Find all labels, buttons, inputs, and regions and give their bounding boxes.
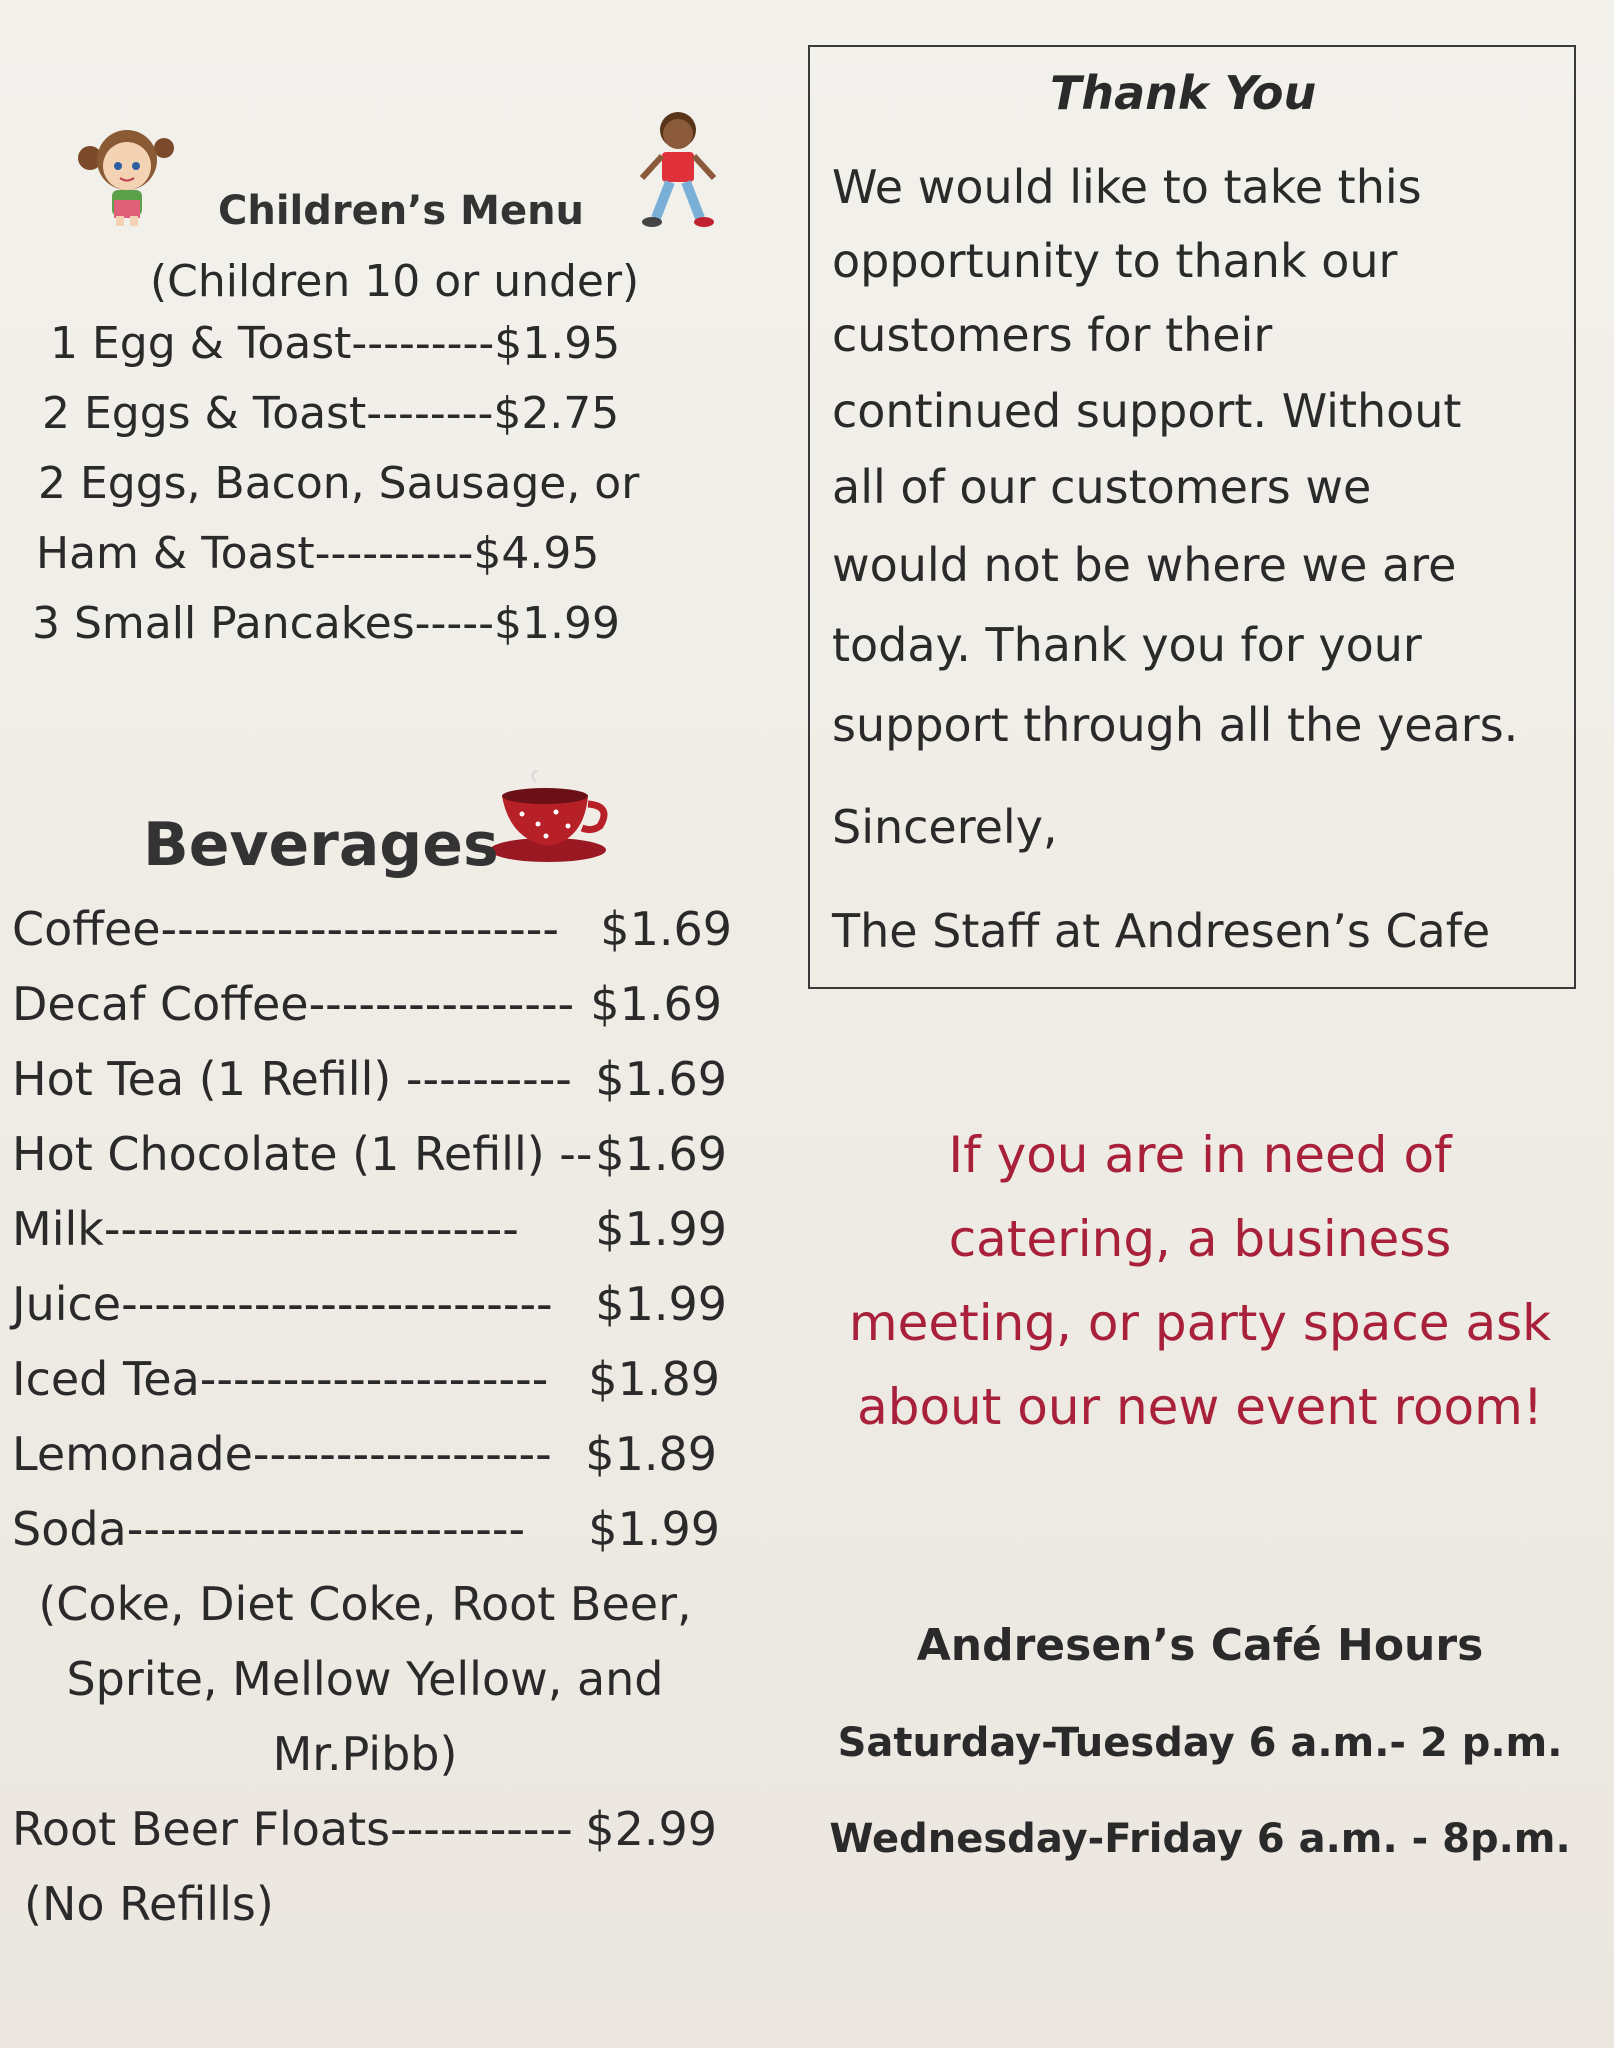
soda-note-line: (Coke, Diet Coke, Root Beer, (38, 1577, 692, 1631)
hours-line: Wednesday-Friday 6 a.m. - 8p.m. (829, 1816, 1571, 1862)
kids-menu-item: 3 Small Pancakes-----$1.99 (32, 598, 620, 649)
event-room-line: meeting, or party space ask (848, 1294, 1552, 1352)
event-room-line: If you are in need of (948, 1126, 1452, 1184)
beverage-name: Milk------------------------- (12, 1202, 519, 1256)
hours-line: Saturday-Tuesday 6 a.m.- 2 p.m. (837, 1720, 1563, 1766)
thank-you-line: opportunity to thank our (832, 234, 1398, 288)
thank-you-title: Thank You (1050, 66, 1317, 120)
beverage-name: Hot Tea (1 Refill) ---------- (12, 1052, 572, 1106)
event-room-line: about our new event room! (857, 1378, 1543, 1436)
beverage-name: Juice-------------------------- (12, 1277, 553, 1331)
beverage-price: $1.99 (595, 1277, 727, 1331)
float-note: (No Refills) (24, 1877, 274, 1931)
beverage-name: Iced Tea--------------------- (12, 1352, 549, 1406)
thank-you-line: today. Thank you for your (832, 618, 1422, 672)
thank-you-line: would not be where we are (832, 538, 1457, 592)
beverage-price: $2.99 (585, 1802, 717, 1856)
thank-you-line: Sincerely, (832, 800, 1058, 854)
beverage-price: $1.69 (590, 977, 722, 1031)
thank-you-line: support through all the years. (832, 698, 1519, 752)
hours-title: Andresen’s Café Hours (916, 1620, 1484, 1671)
soda-note-line: Mr.Pibb) (272, 1727, 458, 1781)
coffee-cup-icon (488, 770, 618, 870)
beverage-price: $1.69 (600, 902, 732, 956)
thank-you-line: all of our customers we (832, 460, 1372, 514)
beverage-price: $1.69 (595, 1052, 727, 1106)
beverage-price: $1.69 (595, 1127, 727, 1181)
beverage-name: Lemonade------------------ (12, 1427, 552, 1481)
beverage-name: Root Beer Floats----------- (12, 1802, 573, 1856)
kids-menu-subtitle: (Children 10 or under) (150, 256, 640, 307)
soda-note-line: Sprite, Mellow Yellow, and (66, 1652, 664, 1706)
event-room-line: catering, a business (948, 1210, 1452, 1268)
thank-you-signature: The Staff at Andresen’s Cafe (832, 904, 1491, 958)
beverage-price: $1.89 (585, 1427, 717, 1481)
beverages-title: Beverages (143, 810, 499, 880)
thank-you-line: customers for their (832, 308, 1273, 362)
beverage-price: $1.99 (595, 1202, 727, 1256)
girl-clipart-icon (72, 118, 182, 230)
beverage-price: $1.89 (588, 1352, 720, 1406)
beverage-price: $1.99 (588, 1502, 720, 1556)
kids-menu-title: Children’s Menu (218, 188, 585, 234)
kids-menu-item: 2 Eggs, Bacon, Sausage, or (38, 458, 640, 509)
beverage-name: Soda------------------------ (12, 1502, 526, 1556)
boy-clipart-icon (628, 108, 728, 230)
thank-you-line: We would like to take this (832, 160, 1422, 214)
beverage-name: Decaf Coffee---------------- (12, 977, 575, 1031)
kids-menu-item: Ham & Toast----------$4.95 (36, 528, 600, 579)
thank-you-line: continued support. Without (832, 384, 1462, 438)
kids-menu-item: 2 Eggs & Toast--------$2.75 (42, 388, 620, 439)
kids-menu-item: 1 Egg & Toast---------$1.95 (50, 318, 621, 369)
beverage-name: Hot Chocolate (1 Refill) -- (12, 1127, 593, 1181)
beverage-name: Coffee------------------------ (12, 902, 559, 956)
